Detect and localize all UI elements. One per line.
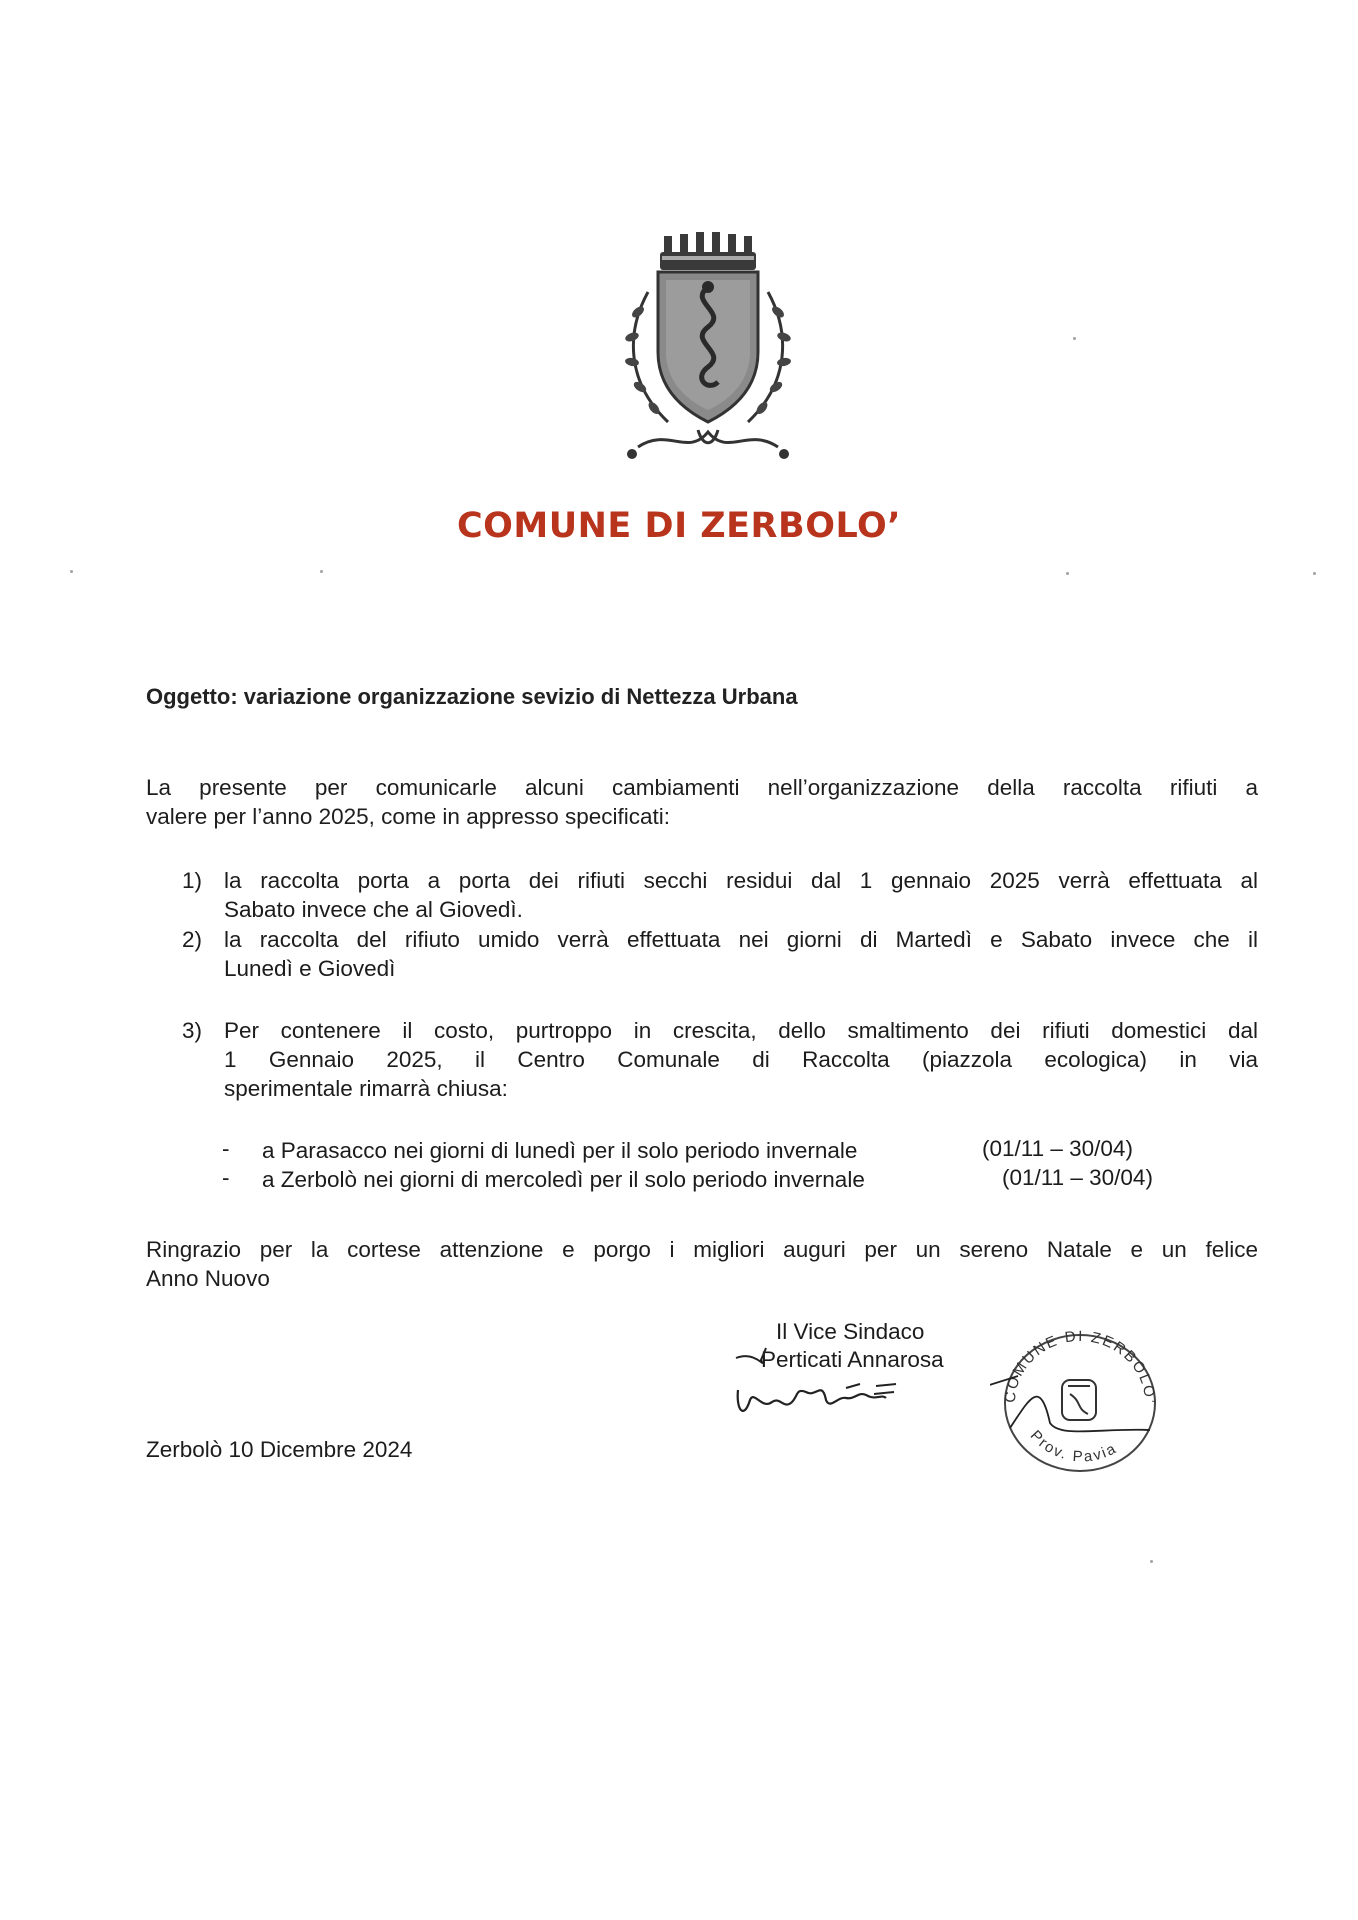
- closure-period: (01/11 – 30/04): [982, 1136, 1133, 1161]
- list-item: [224, 1016, 1258, 1103]
- place-date: Zerbolò 10 Dicembre 2024: [146, 1437, 413, 1462]
- list-item-line: Lunedì e Giovedì: [224, 956, 396, 981]
- scan-speck: [320, 570, 323, 573]
- svg-text:COMUNE DI ZERBOLO’: [1002, 1328, 1158, 1405]
- closure-period: (01/11 – 30/04): [1002, 1165, 1153, 1190]
- list-item: [224, 866, 1258, 924]
- closing-paragraph: [146, 1235, 1258, 1293]
- letter-subject: Oggetto: variazione organizzazione sevizio di Nettezza Urbana: [146, 684, 798, 709]
- handwritten-signature: [726, 1340, 986, 1430]
- intro-line: La presente per comunicarle alcuni cambiamenti nell’organizzazione della raccolta rifiuti a: [146, 775, 1258, 800]
- list-item-line: la raccolta del rifiuto umido verrà effettuata nei giorni di Martedì e Sabato invece che il: [224, 927, 1258, 952]
- scan-speck: [1073, 337, 1076, 340]
- list-item-line: la raccolta porta a porta dei rifiuti secchi residui dal 1 gennaio 2025 verrà effettuata al: [224, 868, 1258, 893]
- stamp-text-bottom: Prov. Pavia: [1026, 1427, 1121, 1466]
- stamp-text-top: COMUNE DI ZERBOLO’: [1001, 1327, 1159, 1406]
- list-item-number: 2): [182, 927, 203, 952]
- scan-speck: [1150, 1560, 1153, 1563]
- closure-dash: -: [222, 1136, 230, 1161]
- list-item-number: 3): [182, 1018, 203, 1043]
- list-item-line: 1 Gennaio 2025, il Centro Comunale di Raccolta (piazzola ecologica) in via: [224, 1047, 1258, 1072]
- scan-speck: [1066, 572, 1069, 575]
- list-item-line: Per contenere il costo, purtroppo in crescita, dello smaltimento dei rifiuti domestici dal: [224, 1018, 1258, 1043]
- scan-speck: [1313, 572, 1316, 575]
- list-item-number: 1): [182, 868, 203, 893]
- signatory-role: Il Vice Sindaco: [776, 1319, 925, 1344]
- intro-paragraph: [146, 773, 1258, 831]
- page-title: COMUNE DI ZERBOLO’: [456, 506, 902, 546]
- closure-item: a Parasacco nei giorni di lunedì per il solo periodo invernale: [262, 1138, 858, 1163]
- closing-line: Ringrazio per la cortese attenzione e porgo i migliori auguri per un sereno Natale e un felice: [146, 1237, 1258, 1262]
- scan-speck: [70, 570, 73, 573]
- municipal-crest-icon: [608, 232, 808, 482]
- svg-text:Prov. Pavia: [1027, 1427, 1120, 1465]
- closure-item: a Zerbolò nei giorni di mercoledì per il solo periodo invernale: [262, 1167, 865, 1192]
- list-item: [224, 925, 1258, 983]
- municipal-stamp: [990, 1318, 1170, 1478]
- signatory-name: Perticati Annarosa: [761, 1347, 944, 1372]
- list-item-line: Sabato invece che al Giovedì.: [224, 897, 523, 922]
- closing-line: Anno Nuovo: [146, 1266, 270, 1291]
- closure-dash: -: [222, 1165, 230, 1190]
- list-item-line: sperimentale rimarrà chiusa:: [224, 1076, 508, 1101]
- intro-line: valere per l’anno 2025, come in appresso specificati:: [146, 804, 671, 829]
